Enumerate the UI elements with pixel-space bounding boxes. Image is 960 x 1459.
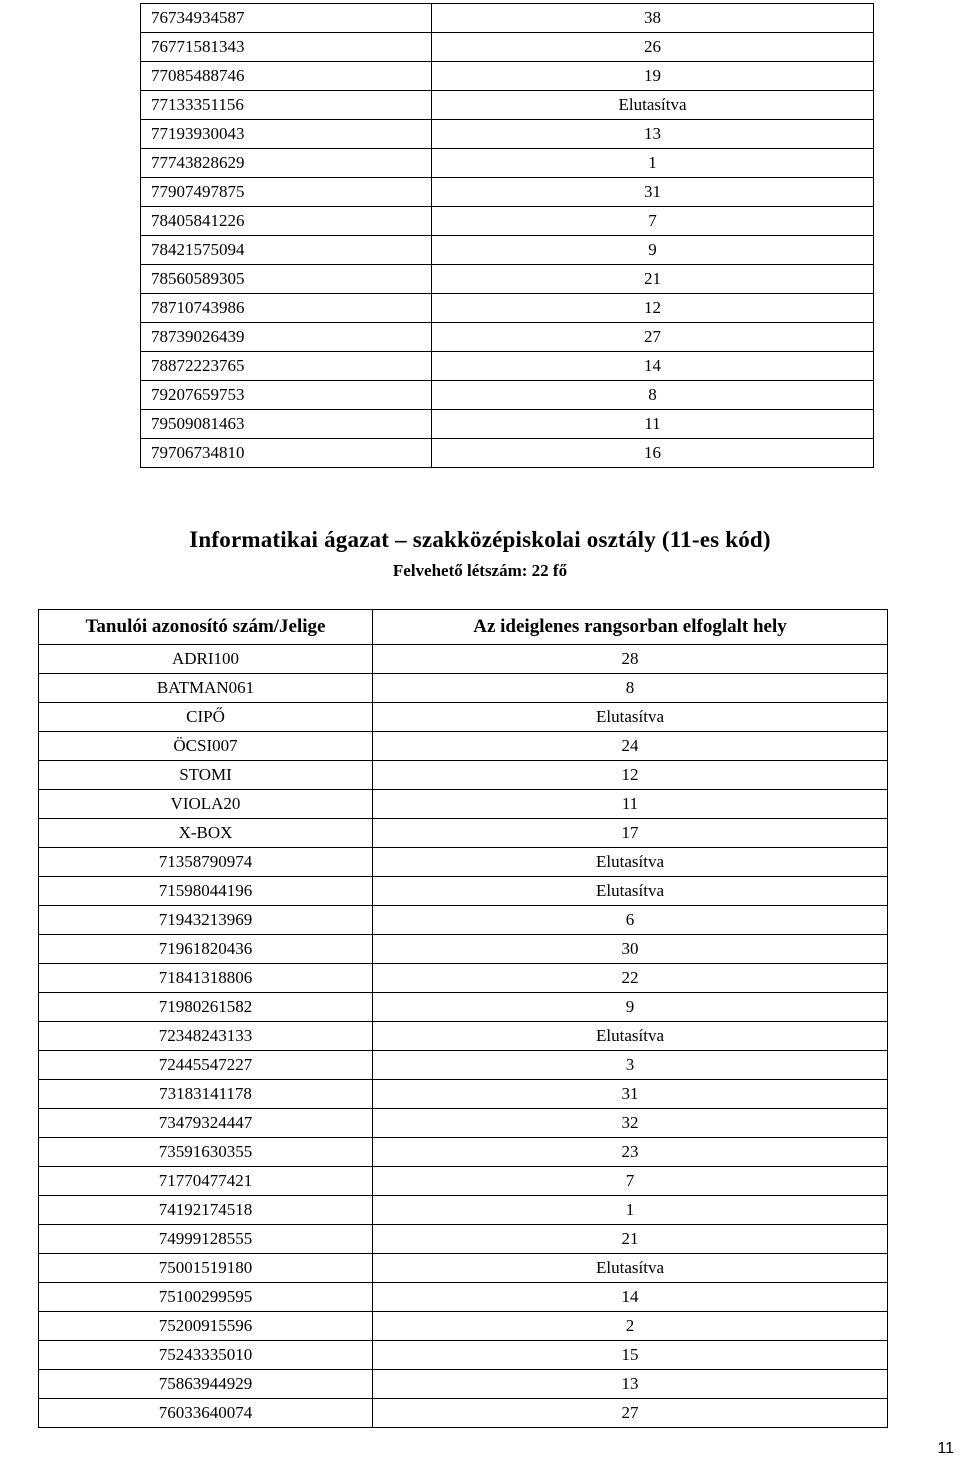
table-row (39, 703, 888, 732)
informatics-results-table (38, 609, 888, 1428)
rank-cell: 31 (373, 1080, 888, 1109)
rank-cell: 30 (373, 935, 888, 964)
rank-cell: Elutasítva (373, 1254, 888, 1283)
student-id-cell: STOMI (39, 761, 373, 790)
table-row (39, 1341, 888, 1370)
rank-cell: 13 (373, 1370, 888, 1399)
student-id-cell: 73183141178 (39, 1080, 373, 1109)
table-row (39, 1196, 888, 1225)
student-id-cell: 71358790974 (39, 848, 373, 877)
student-id-cell: 78421575094 (141, 236, 432, 265)
rank-cell: 7 (373, 1167, 888, 1196)
student-id-cell: 73479324447 (39, 1109, 373, 1138)
rank-cell: 23 (373, 1138, 888, 1167)
table-row (39, 1312, 888, 1341)
rank-cell: 7 (432, 207, 874, 236)
student-id-cell: BATMAN061 (39, 674, 373, 703)
rank-cell: 14 (432, 352, 874, 381)
rank-cell: 26 (432, 33, 874, 62)
student-id-cell: 78405841226 (141, 207, 432, 236)
student-id-cell: 79706734810 (141, 439, 432, 468)
student-id-cell: 78872223765 (141, 352, 432, 381)
student-id-cell: 77743828629 (141, 149, 432, 178)
table-row (141, 62, 874, 91)
rank-cell: 8 (432, 381, 874, 410)
rank-cell: Elutasítva (432, 91, 874, 120)
table-row (39, 906, 888, 935)
rank-cell: 17 (373, 819, 888, 848)
rank-cell: 12 (432, 294, 874, 323)
rank-cell: 11 (432, 410, 874, 439)
table-row (39, 790, 888, 819)
table-row (39, 964, 888, 993)
rank-cell: 2 (373, 1312, 888, 1341)
table-row (39, 1109, 888, 1138)
student-id-cell: 76033640074 (39, 1399, 373, 1428)
rank-cell: 8 (373, 674, 888, 703)
table-row (141, 149, 874, 178)
student-id-cell: 71770477421 (39, 1167, 373, 1196)
rank-cell: 28 (373, 645, 888, 674)
table-row (39, 1399, 888, 1428)
table-row (39, 732, 888, 761)
rank-cell: 22 (373, 964, 888, 993)
student-id-cell: 75100299595 (39, 1283, 373, 1312)
student-id-cell: 77085488746 (141, 62, 432, 91)
results-table-continued-body (141, 4, 874, 468)
student-id-cell: CIPŐ (39, 703, 373, 732)
table-row (141, 91, 874, 120)
student-id-cell: 79509081463 (141, 410, 432, 439)
student-id-cell: 71943213969 (39, 906, 373, 935)
student-id-cell: VIOLA20 (39, 790, 373, 819)
table-row (39, 1254, 888, 1283)
student-id-cell: 74999128555 (39, 1225, 373, 1254)
student-id-cell: 78560589305 (141, 265, 432, 294)
rank-cell: 21 (432, 265, 874, 294)
table-row (141, 410, 874, 439)
student-id-cell: ADRI100 (39, 645, 373, 674)
results-table-continued (140, 3, 874, 468)
rank-cell: 16 (432, 439, 874, 468)
header-row (39, 610, 888, 645)
table-row (39, 1167, 888, 1196)
table-row (39, 935, 888, 964)
table-row (39, 1370, 888, 1399)
rank-cell: 6 (373, 906, 888, 935)
student-id-cell: ÖCSI007 (39, 732, 373, 761)
table-row (141, 323, 874, 352)
student-id-cell: X-BOX (39, 819, 373, 848)
table-row (39, 993, 888, 1022)
rank-cell: 9 (432, 236, 874, 265)
rank-cell: 9 (373, 993, 888, 1022)
table-row (39, 1283, 888, 1312)
table-row (39, 1080, 888, 1109)
rank-cell: Elutasítva (373, 877, 888, 906)
table-row (141, 207, 874, 236)
student-id-cell: 79207659753 (141, 381, 432, 410)
rank-cell: 3 (373, 1051, 888, 1080)
rank-cell: 1 (432, 149, 874, 178)
rank-cell: 21 (373, 1225, 888, 1254)
table-row (39, 645, 888, 674)
rank-cell: 32 (373, 1109, 888, 1138)
table-row (39, 1022, 888, 1051)
student-id-cell: 72445547227 (39, 1051, 373, 1080)
rank-cell: 31 (432, 178, 874, 207)
rank-cell: 11 (373, 790, 888, 819)
rank-cell: 27 (432, 323, 874, 352)
student-id-cell: 73591630355 (39, 1138, 373, 1167)
student-id-cell: 77193930043 (141, 120, 432, 149)
table-row (141, 4, 874, 33)
student-id-cell: 75863944929 (39, 1370, 373, 1399)
rank-cell: 1 (373, 1196, 888, 1225)
rank-cell: 27 (373, 1399, 888, 1428)
student-id-cell: 72348243133 (39, 1022, 373, 1051)
page-number: 11 (937, 1440, 954, 1457)
table-row (141, 120, 874, 149)
table-row (141, 439, 874, 468)
table-row (39, 1051, 888, 1080)
rank-cell: 19 (432, 62, 874, 91)
table-row (141, 178, 874, 207)
student-id-cell: 78710743986 (141, 294, 432, 323)
rank-cell: 13 (432, 120, 874, 149)
table-row (39, 877, 888, 906)
rank-cell: Elutasítva (373, 703, 888, 732)
table-row (141, 294, 874, 323)
student-id-cell: 76734934587 (141, 4, 432, 33)
table-row (141, 236, 874, 265)
table-row (141, 352, 874, 381)
student-id-cell: 71598044196 (39, 877, 373, 906)
rank-cell: 12 (373, 761, 888, 790)
table-row (39, 761, 888, 790)
student-id-cell: 71841318806 (39, 964, 373, 993)
column-header-id: Tanulói azonosító szám/Jelige (39, 610, 373, 645)
table-row (39, 848, 888, 877)
student-id-cell: 76771581343 (141, 33, 432, 62)
rank-cell: 24 (373, 732, 888, 761)
student-id-cell: 74192174518 (39, 1196, 373, 1225)
student-id-cell: 77907497875 (141, 178, 432, 207)
rank-cell: 15 (373, 1341, 888, 1370)
student-id-cell: 75001519180 (39, 1254, 373, 1283)
student-id-cell: 77133351156 (141, 91, 432, 120)
rank-cell: 38 (432, 4, 874, 33)
informatics-results-table-body (39, 645, 888, 1428)
table-row (39, 819, 888, 848)
section-subtitle: Felvehető létszám: 22 fő (392, 561, 568, 580)
rank-cell: 14 (373, 1283, 888, 1312)
table-row (39, 1225, 888, 1254)
column-header-rank: Az ideiglenes rangsorban elfoglalt hely (373, 610, 888, 645)
student-id-cell: 78739026439 (141, 323, 432, 352)
rank-cell: Elutasítva (373, 848, 888, 877)
student-id-cell: 71980261582 (39, 993, 373, 1022)
student-id-cell: 75243335010 (39, 1341, 373, 1370)
student-id-cell: 75200915596 (39, 1312, 373, 1341)
table-row (39, 1138, 888, 1167)
student-id-cell: 71961820436 (39, 935, 373, 964)
table-row (39, 674, 888, 703)
table-row (141, 381, 874, 410)
table-row (141, 33, 874, 62)
table-row (141, 265, 874, 294)
section-title: Informatikai ágazat – szakközépiskolai osztály (11-es kód) (189, 527, 771, 552)
rank-cell: Elutasítva (373, 1022, 888, 1051)
